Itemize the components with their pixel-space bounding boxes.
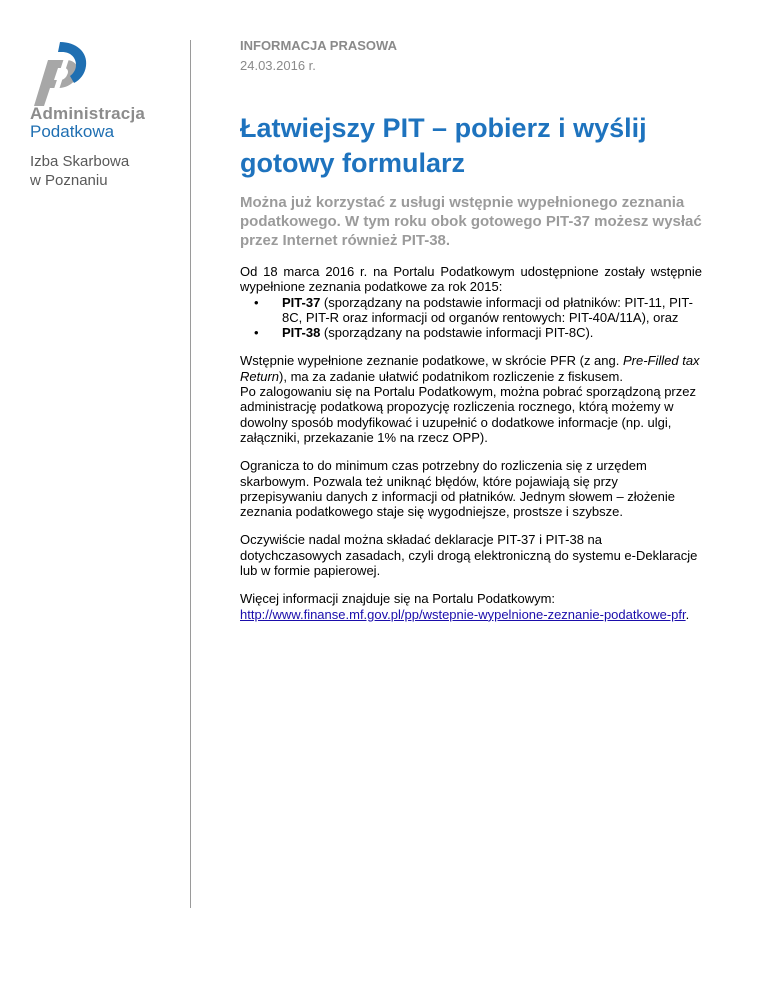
- pfr-paragraph: [240, 353, 702, 445]
- pfr-text-details: Po zalogowaniu się na Portalu Podatkowym, można pobrać sporządzoną przez administrację podatkową propozycję rozliczenia rocznego, którą możemy w dowolny sposób modyfikować i uzupełnić o dodatkowe informacje (np. ulgi, załączniki, przekazanie 1% na rzecz OPP).: [240, 384, 696, 445]
- article-lead: Można już korzystać z usługi wstępnie wypełnionego zeznania podatkowego. W tym roku obok gotowego PIT-37 możesz wysłać przez Internet również PIT-38.: [240, 194, 702, 249]
- administracja-podatkowa-logo-icon: [30, 36, 90, 108]
- link-period: .: [685, 606, 690, 622]
- pit-description: (sporządzany na podstawie informacji PIT-8C).: [320, 325, 594, 341]
- more-info-text: Więcej informacji znajduje się na Portalu Podatkowym:: [240, 591, 556, 607]
- logo-text-podatkowa: Podatkowa: [30, 122, 115, 141]
- benefits-paragraph: Ogranicza to do minimum czas potrzebny do rozliczenia się z urzędem skarbowym. Pozwala też uniknąć błędów, które pojawiają się przy przepisywaniu danych z informacji od płatników. Jednym słowem – złożenie zeznania podatkowego staje się wygodniejsze, prostsze i szybsze.: [240, 458, 675, 520]
- article-title: Łatwiejszy PIT – pobierz i wyślij gotowy formularz: [240, 113, 647, 178]
- logo-text-administracja: Administracja: [30, 104, 146, 123]
- traditional-filing-paragraph: Oczywiście nadal można składać deklaracje PIT-37 i PIT-38 na dotychczasowych zasadach, czyli drogą elektroniczną do systemu e-Deklaracje lub w formie papierowej.: [240, 532, 698, 579]
- portal-link[interactable]: http://www.finanse.mf.gov.pl/pp/wstepnie-wypelnione-zeznanie-podatkowe-pfr: [240, 606, 686, 622]
- pfr-text-prefix: Wstępnie wypełnione zeznanie podatkowe, w skrócie PFR (z ang.: [240, 353, 623, 369]
- bullet-icon: •: [254, 294, 259, 310]
- pit-name: PIT-37: [282, 294, 321, 310]
- pit-name: PIT-38: [282, 325, 321, 341]
- vertical-divider: [190, 40, 191, 908]
- intro-paragraph: Od 18 marca 2016 r. na Portalu Podatkowym udostępnione zostały wstępnie wypełnione zeznania podatkowe za rok 2015:: [240, 264, 702, 295]
- sidebar: [0, 0, 190, 994]
- office-name: Izba Skarbowa: [30, 153, 130, 170]
- press-release-date: 24.03.2016 r.: [240, 58, 316, 73]
- bullet-icon: •: [254, 325, 259, 341]
- article-body: [240, 264, 702, 635]
- more-info-paragraph: [240, 591, 702, 622]
- office-city: w Poznaniu: [30, 172, 108, 189]
- pit-description: (sporządzany na podstawie informacji od płatników: PIT-11, PIT-8C, PIT-R oraz informacji od organów rentowych: PIT-40A/11A), oraz: [282, 294, 693, 325]
- list-item: [254, 325, 702, 341]
- pit-list: [240, 295, 702, 341]
- pfr-english-term: Pre-Filled tax Return: [240, 353, 700, 384]
- list-item: [254, 294, 702, 326]
- press-release-label: INFORMACJA PRASOWA: [240, 38, 397, 53]
- pfr-text-suffix: ), ma za zadanie ułatwić podatnikom rozliczenie z fiskusem.: [279, 368, 623, 384]
